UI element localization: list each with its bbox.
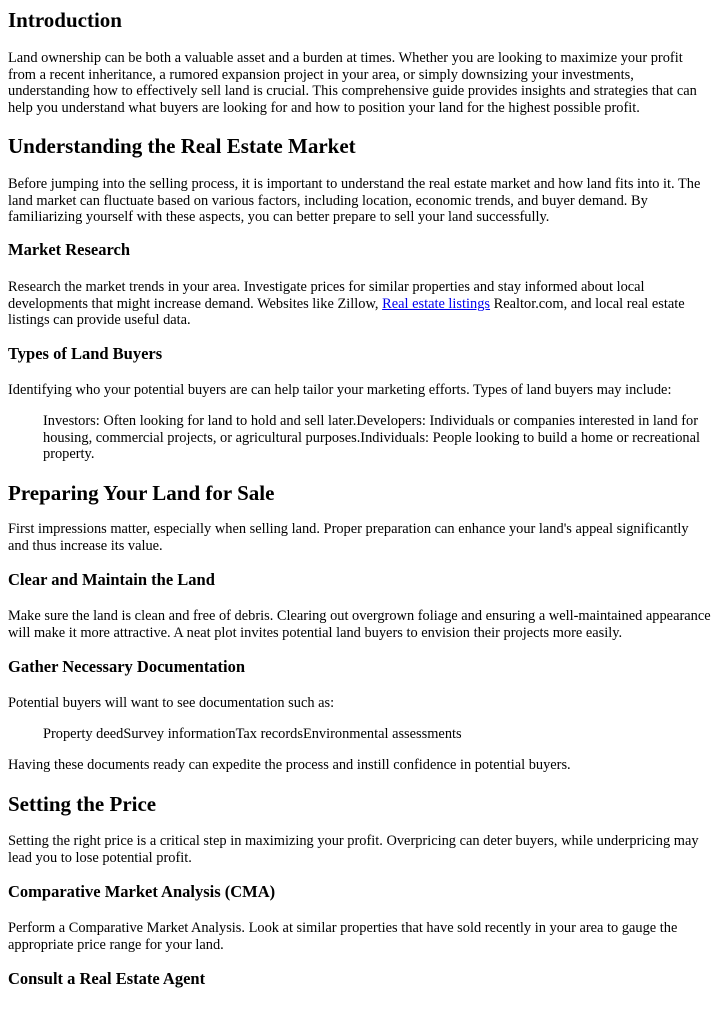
pricing-paragraph: Setting the right price is a critical step in maximizing your profit. Overpricing can deter buyers, while underpricing may lead you to lose potential profit. xyxy=(8,833,699,866)
buyers-heading: Types of Land Buyers xyxy=(8,344,163,363)
research-heading: Market Research xyxy=(8,240,131,259)
docs-paragraph: Potential buyers will want to see documentation such as: xyxy=(8,695,335,711)
buyers-list: Investors: Often looking for land to hold and sell later.Developers: Individuals or companies interested in land for housing, commercial projects, or agricultural purposes.Individuals: People looking to build a home or recreational property. xyxy=(43,413,701,462)
cma-heading: Comparative Market Analysis (CMA) xyxy=(8,882,276,901)
market-heading: Understanding the Real Estate Market xyxy=(8,134,356,158)
preparing-paragraph: First impressions matter, especially when selling land. Proper preparation can enhance your land's appeal significantly and thus increase its value. xyxy=(8,521,689,554)
clear-paragraph: Make sure the land is clean and free of debris. Clearing out overgrown foliage and ensuring a well-maintained appearance will make it more attractive. A neat plot invites potential land buyers to envision their projects more easily. xyxy=(8,608,711,641)
cma-paragraph: Perform a Comparative Market Analysis. Look at similar properties that have sold recently in your area to gauge the appropriate price range for your land. xyxy=(8,920,678,953)
clear-heading: Clear and Maintain the Land xyxy=(8,570,215,589)
agent-heading: Consult a Real Estate Agent xyxy=(8,969,206,988)
docs-heading: Gather Necessary Documentation xyxy=(8,657,246,676)
docs-list: Property deedSurvey informationTax recordsEnvironmental assessments xyxy=(43,726,462,742)
buyers-paragraph: Identifying who your potential buyers are can help tailor your marketing efforts. Types of land buyers may include: xyxy=(8,382,672,398)
preparing-heading: Preparing Your Land for Sale xyxy=(8,481,275,505)
pricing-heading: Setting the Price xyxy=(8,792,157,816)
intro-heading: Introduction xyxy=(8,8,122,32)
research-text-before: Research the market trends in your area. Investigate prices for similar properties and stay informed about local developments that might increase demand. Websites like Zillow, xyxy=(8,279,645,312)
market-paragraph: Before jumping into the selling process, it is important to understand the real estate market and how land fits into it. The land market can fluctuate based on various factors, including location, economic trends, and buyer demand. By familiarizing yourself with these aspects, you can better prepare to sell your land successfully. xyxy=(8,176,701,225)
intro-paragraph: Land ownership can be both a valuable asset and a burden at times. Whether you are looking to maximize your profit from a recent inheritance, a rumored expansion project in your area, or simply downsizing your investments, understanding how to effectively sell land is crucial. This comprehensive guide provides insights and strategies that can help you understand what buyers are looking for and how to position your land for the highest possible profit. xyxy=(8,50,697,116)
research-text-after: Realtor.com, and local real estate listings can provide useful data. xyxy=(8,295,685,328)
docs-after-paragraph: Having these documents ready can expedite the process and instill confidence in potential buyers. xyxy=(8,757,571,773)
research-paragraph xyxy=(8,279,712,329)
real-estate-listings-link[interactable]: Real estate listings xyxy=(382,295,491,312)
